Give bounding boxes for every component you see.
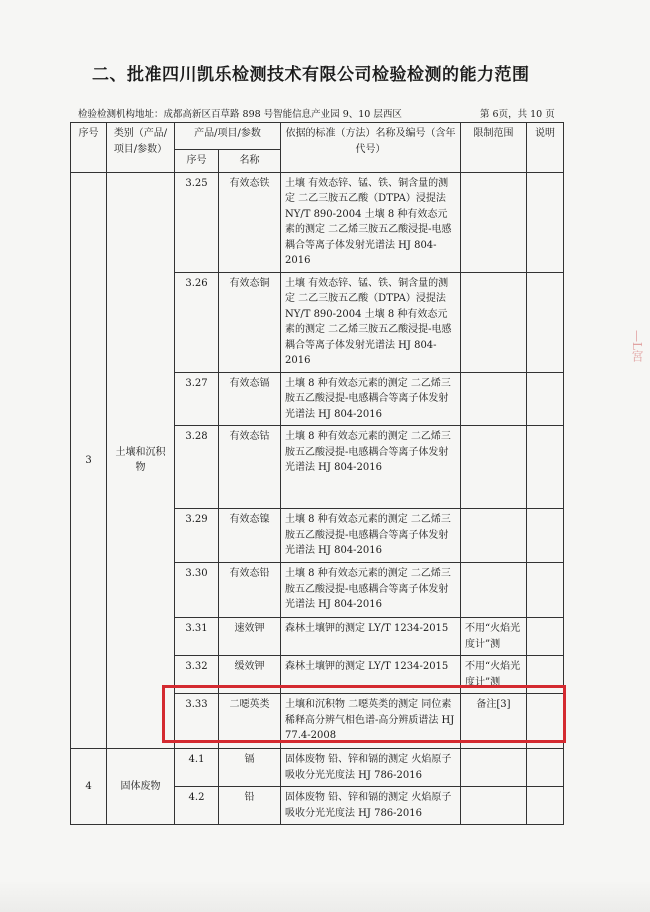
page-title: 二、批准四川凯乐检测技术有限公司检验检测的能力范围: [92, 65, 530, 85]
row-name: 有效态钴: [219, 426, 281, 509]
header-sub-seq: 序号: [175, 150, 219, 173]
page-bottom-edge: [0, 880, 650, 912]
row-note: [527, 172, 564, 272]
page-number: 第 6页，共 10 页: [480, 109, 555, 120]
row-note: [527, 426, 564, 509]
row-standard: 土壤 8 种有效态元素的测定 二乙烯三胺五乙酸浸提-电感耦合等离子体发射光谱法 HJ 804-2016: [281, 509, 461, 563]
lab-address: 检验检测机构地址：成都高新区百草路 898 号智能信息产业园 9、10 层西区: [78, 109, 402, 120]
row-note: [527, 372, 564, 426]
row-limit: [461, 426, 527, 509]
header-seq: 序号: [71, 123, 107, 173]
row-sub-seq: 3.30: [175, 563, 219, 618]
seal-stamp-fragment: —L宮: [630, 330, 644, 362]
row-limit: [461, 372, 527, 426]
row-limit: 不用“火焰光度计”测: [461, 618, 527, 656]
header-category: 类别（产品/项目/参数）: [107, 123, 175, 173]
row-sub-seq: 3.26: [175, 272, 219, 372]
row-limit: 不用“火焰光度计”测: [461, 656, 527, 694]
row-standard: 固体废物 铅、锌和镉的测定 火焰原子吸收分光光度法 HJ 786-2016: [281, 787, 461, 825]
highlight-box: [162, 685, 566, 743]
row-standard: 森林土壤钾的测定 LY/T 1234-2015: [281, 618, 461, 656]
row-standard: 土壤 有效态锌、锰、铁、铜含量的测定 二乙三胺五乙酸（DTPA）浸提法 NY/T 890-2004 土壤 8 种有效态元素的测定 二乙烯三胺五乙酸浸提-电感耦合等离子体发射光谱法 HJ 804-2016: [281, 172, 461, 272]
row-limit: 备注[3]: [461, 694, 527, 749]
row-limit: [461, 272, 527, 372]
row-sub-seq: 3.25: [175, 172, 219, 272]
row-name: 有效态镉: [219, 372, 281, 426]
header-note: 说明: [527, 123, 564, 173]
row-limit: [461, 563, 527, 618]
group-category: 土壤和沉积物: [107, 172, 175, 749]
row-name: 铅: [219, 787, 281, 825]
row-sub-seq: 4.1: [175, 749, 219, 787]
row-standard: 固体废物 铅、锌和镉的测定 火焰原子吸收分光光度法 HJ 786-2016: [281, 749, 461, 787]
header-limit: 限制范围: [461, 123, 527, 173]
row-name: 有效态铁: [219, 172, 281, 272]
row-standard: 土壤和沉积物 二噁英类的测定 同位素稀释高分辨气相色谱-高分辨质谱法 HJ 77.4-2008: [281, 694, 461, 749]
row-note: [527, 509, 564, 563]
row-note: [527, 563, 564, 618]
row-name: 二噁英类: [219, 694, 281, 749]
row-standard: 土壤 8 种有效态元素的测定 二乙烯三胺五乙酸浸提-电感耦合等离子体发射光谱法 HJ 804-2016: [281, 426, 461, 509]
row-sub-seq: 3.28: [175, 426, 219, 509]
row-sub-seq: 3.31: [175, 618, 219, 656]
group-seq: 4: [71, 749, 107, 825]
row-standard: 森林土壤钾的测定 LY/T 1234-2015: [281, 656, 461, 694]
table-row: [71, 172, 564, 272]
row-limit: [461, 509, 527, 563]
row-sub-seq: 3.32: [175, 656, 219, 694]
row-name: 有效态铜: [219, 272, 281, 372]
row-sub-seq: 3.29: [175, 509, 219, 563]
row-standard: 土壤 8 种有效态元素的测定 二乙烯三胺五乙酸浸提-电感耦合等离子体发射光谱法 HJ 804-2016: [281, 372, 461, 426]
row-note: [527, 749, 564, 787]
table-row: [71, 749, 564, 787]
row-sub-seq: 4.2: [175, 787, 219, 825]
row-name: 速效钾: [219, 618, 281, 656]
header-standard: 依据的标准（方法）名称及编号（含年代号）: [281, 123, 461, 173]
row-sub-seq: 3.33: [175, 694, 219, 749]
row-name: 镉: [219, 749, 281, 787]
row-note: [527, 787, 564, 825]
header-name: 名称: [219, 150, 281, 173]
row-standard: 土壤 有效态锌、锰、铁、铜含量的测定 二乙三胺五乙酸（DTPA）浸提法 NY/T 890-2004 土壤 8 种有效态元素的测定 二乙烯三胺五乙酸浸提-电感耦合等离子体发射光谱法 HJ 804-2016: [281, 272, 461, 372]
row-note: [527, 272, 564, 372]
row-limit: [461, 172, 527, 272]
row-name: 有效态铅: [219, 563, 281, 618]
header-product-group: 产品/项目/参数: [175, 123, 281, 150]
group-seq: 3: [71, 172, 107, 749]
row-name: 有效态镍: [219, 509, 281, 563]
row-limit: [461, 787, 527, 825]
row-standard: 土壤 8 种有效态元素的测定 二乙烯三胺五乙酸浸提-电感耦合等离子体发射光谱法 HJ 804-2016: [281, 563, 461, 618]
row-sub-seq: 3.27: [175, 372, 219, 426]
row-note: [527, 618, 564, 656]
group-category: 固体废物: [107, 749, 175, 825]
row-limit: [461, 749, 527, 787]
row-name: 缓效钾: [219, 656, 281, 694]
